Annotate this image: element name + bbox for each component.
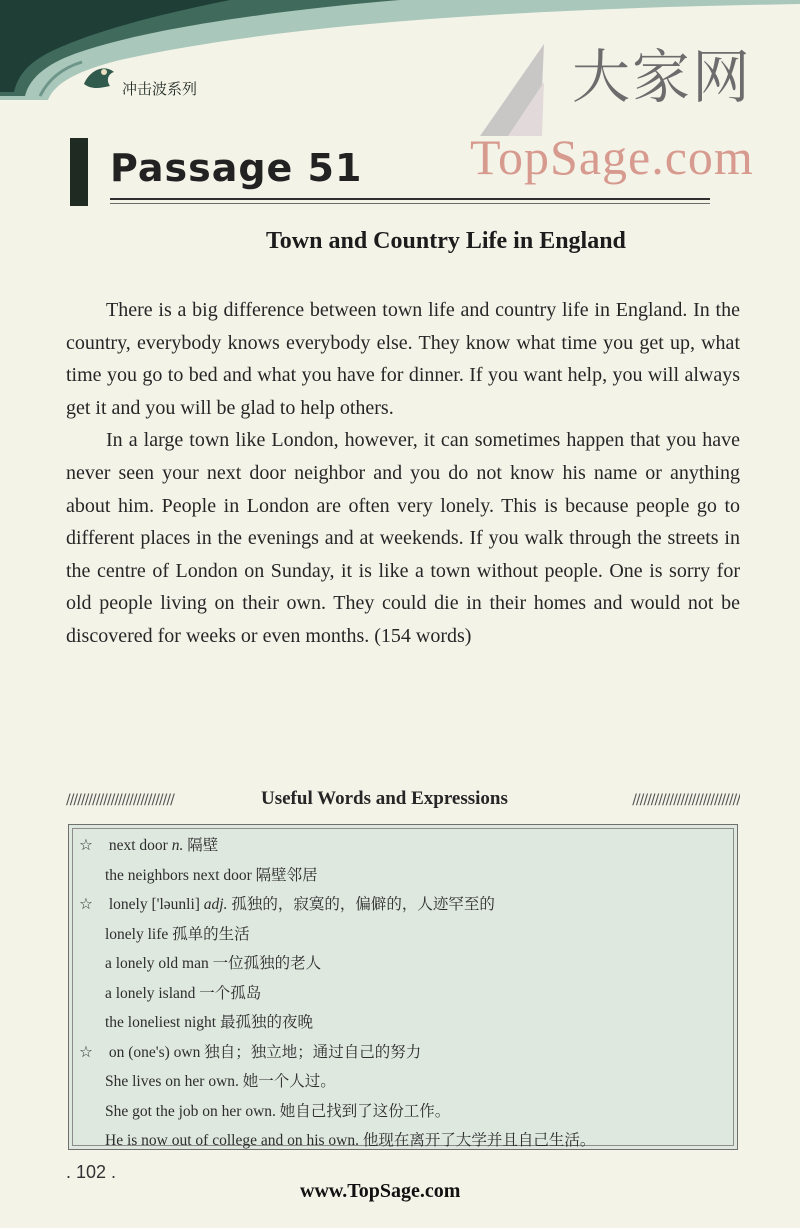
passage-rule-thin	[110, 203, 710, 204]
vocab-entry-next-door	[79, 831, 595, 861]
vocab-phonetic: ['ləunli]	[151, 896, 200, 913]
vocab-meaning: 隔壁	[187, 837, 219, 854]
vocab-example: She got the job on her own. 她自己找到了这份工作。	[105, 1102, 451, 1120]
useful-words-heading	[66, 788, 740, 816]
vocab-meaning: 独自；独立地；通过自己的努力	[204, 1043, 422, 1061]
footer-url: www.TopSage.com	[300, 1180, 461, 1202]
vocab-headword: next door	[108, 837, 168, 854]
vocab-pos: n.	[171, 837, 184, 854]
passage-heading-bar	[70, 138, 88, 206]
vocabulary-list	[79, 831, 595, 1156]
star-icon: ☆	[79, 895, 93, 913]
vocab-entry-on-ones-own	[79, 1038, 595, 1068]
useful-words-title: Useful Words and Expressions	[261, 788, 508, 809]
vocab-example: He is now out of college and on his own. 他现在离开了大学并且自己生活。	[105, 1132, 596, 1149]
vocab-example: a lonely island 一个孤岛	[105, 984, 262, 1002]
vocab-example: the neighbors next door 隔壁邻居	[105, 866, 318, 884]
star-icon: ☆	[79, 836, 93, 854]
watermark-topsage: TopSage.com	[470, 129, 754, 185]
article-title: Town and Country Life in England	[266, 228, 626, 254]
series-label: 冲击波系列	[122, 80, 198, 98]
passage-rule	[110, 198, 710, 200]
passage-body	[66, 294, 740, 653]
vocab-headword: on (one's) own	[108, 1043, 201, 1061]
vocab-example: lonely life 孤单的生活	[105, 925, 250, 943]
vocabulary-box	[68, 824, 738, 1150]
page-number: . 102 .	[66, 1162, 117, 1182]
vocab-pos: adj.	[203, 896, 228, 913]
vocab-entry-lonely	[79, 890, 595, 920]
vocab-headword: lonely	[108, 896, 148, 913]
decorative-slashes-right: /////////////////////////////	[632, 792, 740, 808]
vocab-example: the loneliest night 最孤独的夜晚	[105, 1014, 313, 1031]
passage-heading	[70, 138, 710, 208]
decorative-slashes-left: /////////////////////////////	[66, 792, 174, 808]
watermark-triangle-icon	[478, 42, 570, 138]
star-icon: ☆	[79, 1042, 93, 1061]
vocab-meaning: 孤独的，寂寞的，偏僻的，人迹罕至的	[231, 896, 495, 913]
vocab-example: She lives on her own. 她一个人过。	[105, 1073, 336, 1090]
passage-number: Passage 51	[110, 146, 363, 190]
paragraph-1: There is a big difference between town life and country life in England. In the country, everybody knows everybody else. They know what time you get up, what time you go to bed and what you have for dinner. If you want help, you will always get it and you will be glad to help others.	[66, 299, 740, 419]
dragon-mascot-icon	[84, 68, 114, 88]
vocab-example: a lonely old man 一位孤独的老人	[105, 955, 322, 972]
paragraph-2: In a large town like London, however, it can sometimes happen that you have never seen your next door neighbor and you do not know his name or anything about him. People in London are often very lonely. This is because people go to different places in the evenings and at weekends. If you walk through the streets in the centre of London on Sunday, it is like a town without people. One is sorry for old people living on their own. They could die in their homes and would not be discovered for weeks or even months. (154 words)	[66, 429, 740, 647]
watermark-chinese-logo: 大家网	[572, 43, 753, 111]
